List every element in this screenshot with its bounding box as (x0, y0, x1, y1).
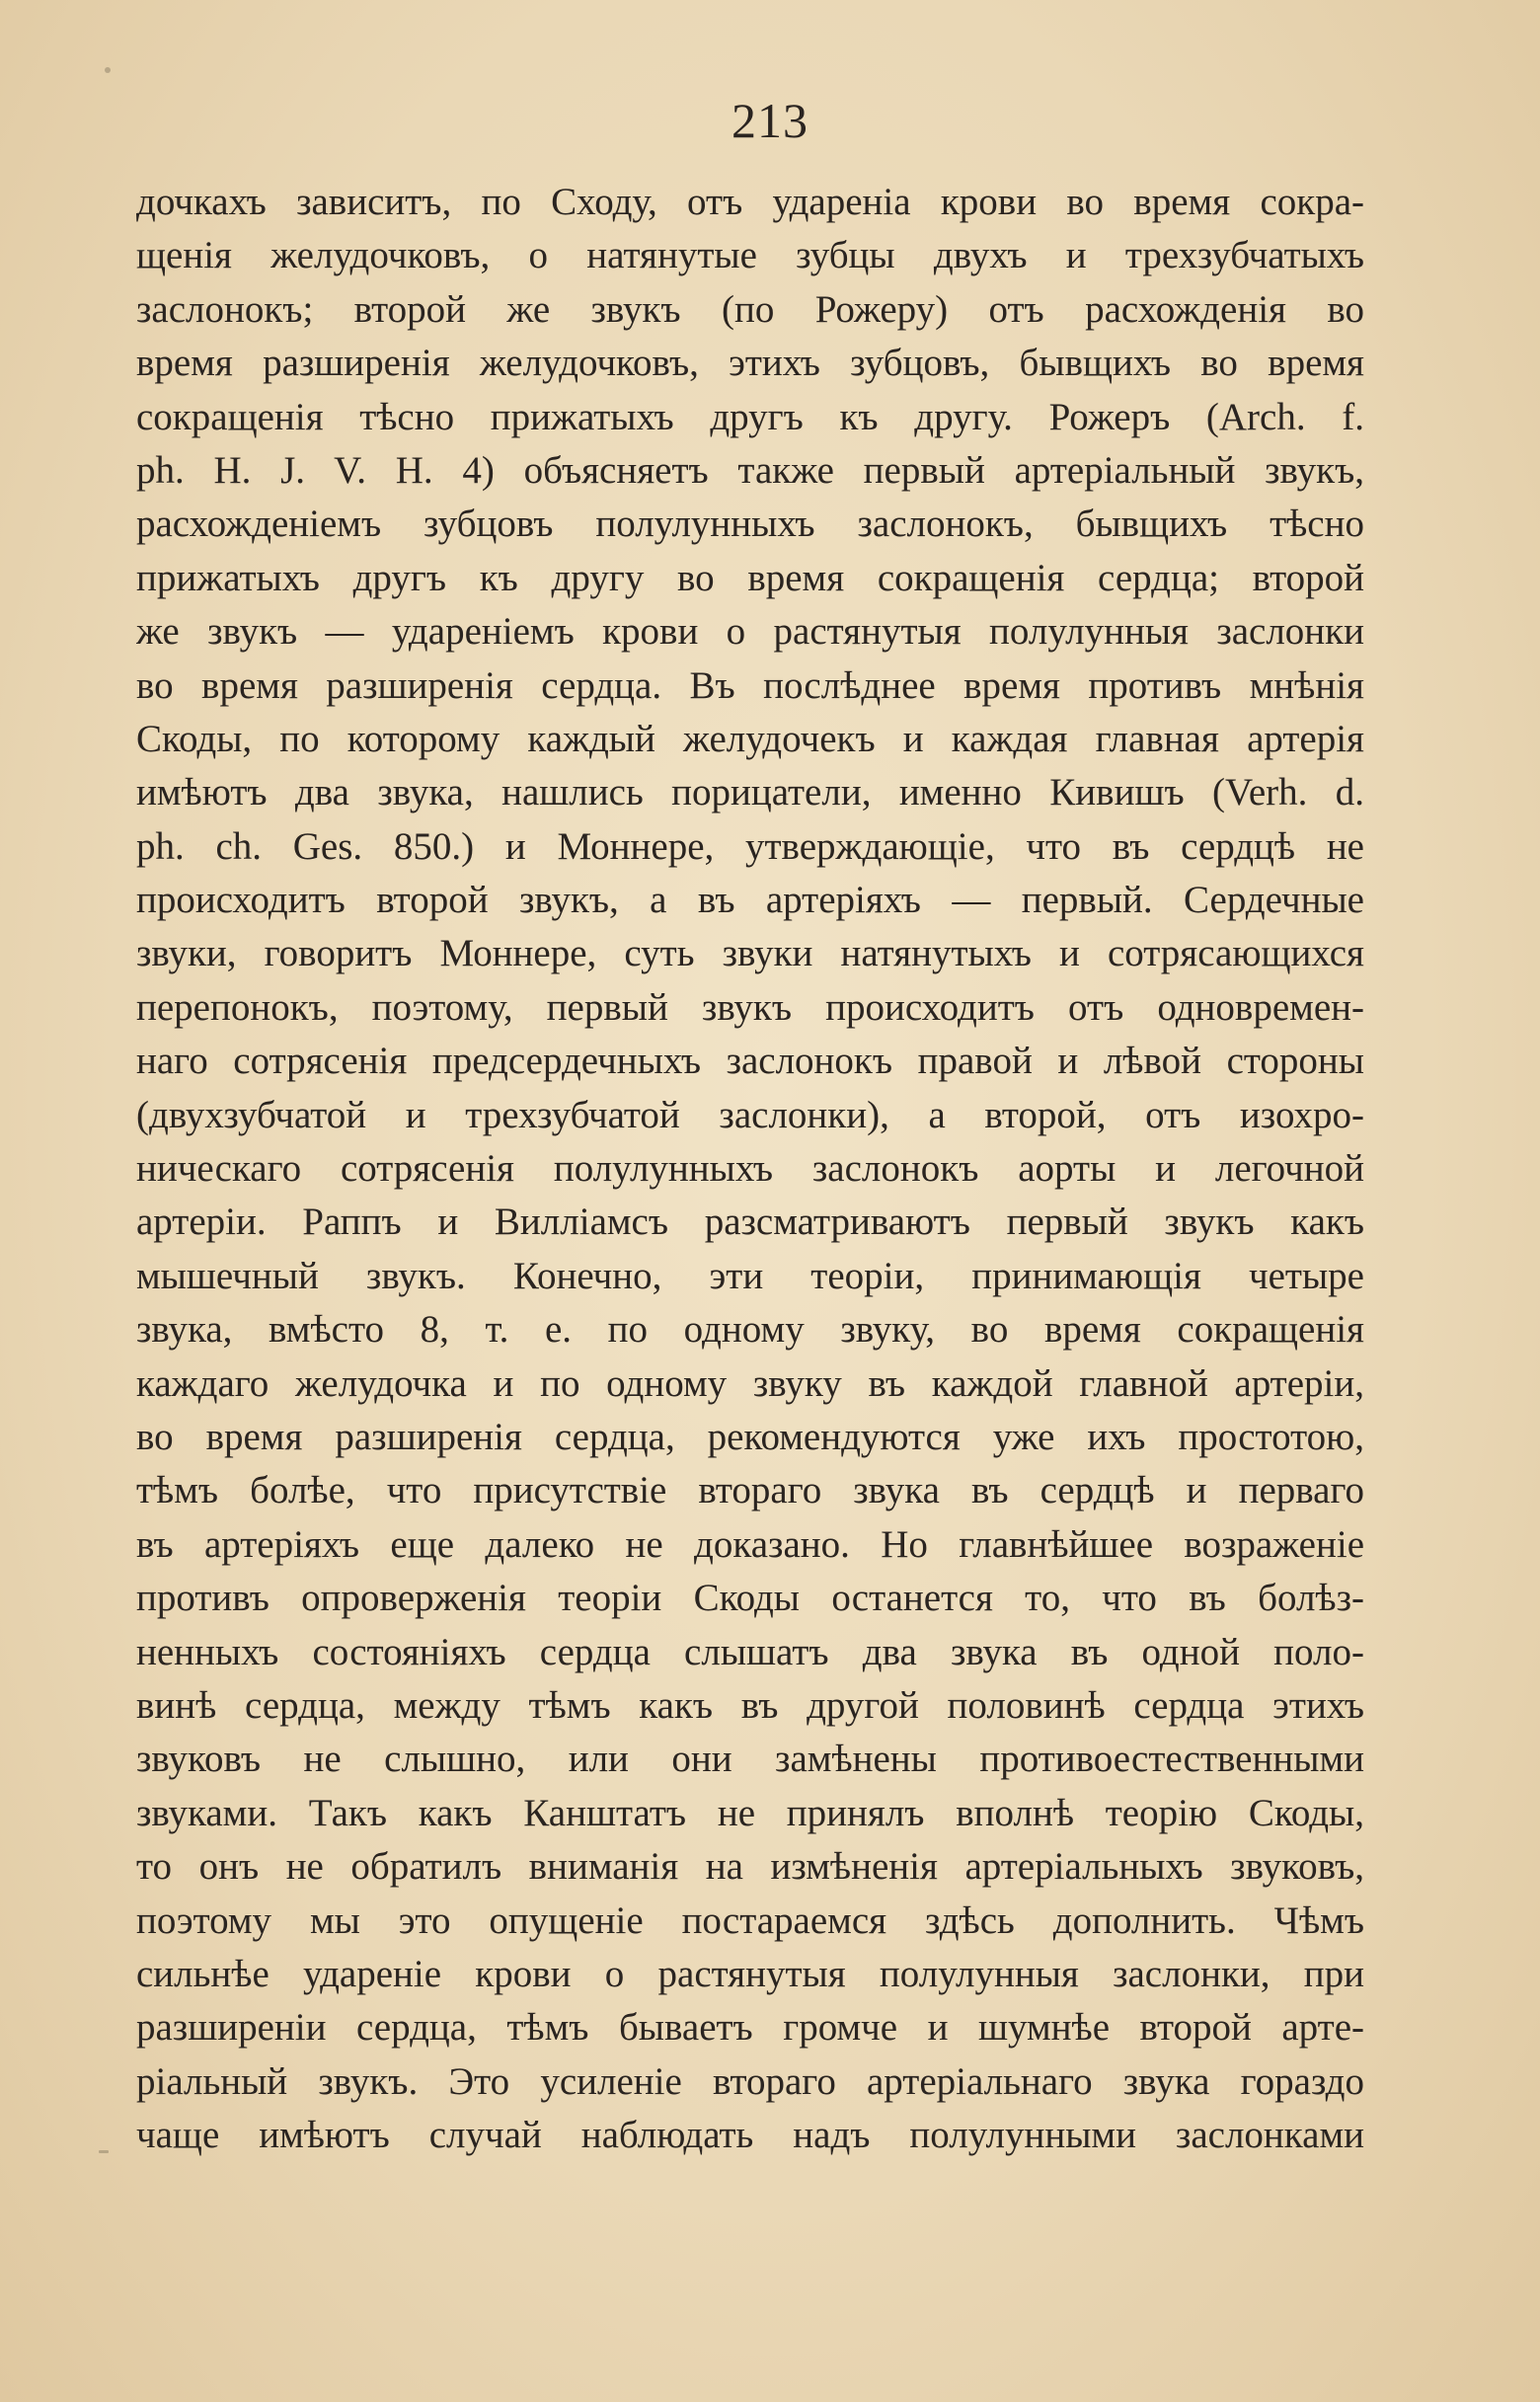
text-line: сокращенія тѣсно прижатыхъ другъ къ другу. Рожеръ (Arch. f. (136, 395, 1364, 438)
text-line: звуковъ не слышно, или они замѣнены противоестественными (136, 1738, 1364, 1781)
text-line: перепонокъ, поэтому, первый звукъ происходитъ отъ одновремен- (136, 985, 1364, 1029)
text-line: ненныхъ состояніяхъ сердца слышатъ два звука въ одной поло- (136, 1630, 1364, 1673)
text-line: во время разширенія сердца. Въ послѣднее время противъ мнѣнія (136, 663, 1364, 707)
text-line: разширеніи сердца, тѣмъ бываетъ громче и шумнѣе второй арте- (136, 2006, 1364, 2050)
text-line: время разширенія желудочковъ, этихъ зубцовъ, бывщихъ во время (136, 342, 1364, 385)
text-line: винѣ сердца, между тѣмъ какъ въ другой половинѣ сердца этихъ (136, 1683, 1364, 1727)
text-line: имѣютъ два звука, нашлись порицатели, именно Кивишъ (Verh. d. (136, 771, 1364, 814)
paper-speck (105, 67, 111, 73)
text-line: заслонокъ; второй же звукъ (по Рожеру) отъ расхожденія во (136, 287, 1364, 331)
text-line: мышечный звукъ. Конечно, эти теоріи, принимающія четыре (136, 1254, 1364, 1297)
text-line: чаще имѣютъ случай наблюдать надъ полулунными заслонками (136, 2114, 1364, 2157)
body-text (136, 176, 1364, 2162)
text-line: сильнѣе удареніе крови о растянутыя полулунныя заслонки, при (136, 1952, 1364, 1995)
page-number: 213 (732, 93, 808, 148)
text-line: артеріи. Раппъ и Вилліамсъ разсматриваютъ первый звукъ какъ (136, 1201, 1364, 1244)
text-line: дочкахъ зависитъ, по Сходу, отъ удареніа крови во время сокра- (136, 181, 1364, 223)
text-line: каждаго желудочка и по одному звуку въ каждой главной артеріи, (136, 1361, 1364, 1405)
text-line: звуками. Такъ какъ Канштатъ не принялъ вполнѣ теорію Скоды, (136, 1791, 1364, 1834)
text-line: щенія желудочковъ, о натянутые зубцы двухъ и трехзубчатыхъ (136, 234, 1364, 277)
text-line: звука, вмѣсто 8, т. е. по одному звуку, во время сокращенія (136, 1308, 1364, 1352)
text-line: ph. H. J. V. H. 4) объясняетъ также первый артеріальный звукъ, (136, 448, 1364, 492)
text-line: происходитъ второй звукъ, а въ артеріяхъ — первый. Сердечные (136, 879, 1364, 922)
text-line: то онъ не обратилъ вниманія на измѣненія артеріальныхъ звуковъ, (136, 1845, 1364, 1889)
text-line: Скоды, по которому каждый желудочекъ и каждая главная артерія (136, 717, 1364, 760)
text-line: же звукъ — удареніемъ крови о растянутыя полулунныя заслонки (136, 610, 1364, 654)
text-line: (двухзубчатой и трехзубчатой заслонки), а второй, отъ изохро- (136, 1093, 1364, 1136)
text-line: ническаго сотрясенія полулунныхъ заслонокъ аорты и легочной (136, 1147, 1364, 1191)
text-line: ріальный звукъ. Это усиленіе втораго артеріальнаго звука гораздо (136, 2059, 1364, 2103)
text-line: противъ опроверженія теоріи Скоды останется то, что въ болѣз- (136, 1577, 1364, 1620)
text-line: наго сотрясенія предсердечныхъ заслонокъ правой и лѣвой стороны (136, 1040, 1364, 1083)
text-line: въ артеріяхъ еще далеко не доказано. Но главнѣйшее возраженіе (136, 1522, 1364, 1566)
text-line: во время разширенія сердца, рекомендуются уже ихъ простотою, (136, 1415, 1364, 1458)
paper-speck (99, 2150, 109, 2153)
text-line: расхожденіемъ зубцовъ полулунныхъ заслонокъ, бывщихъ тѣсно (136, 503, 1364, 546)
text-line: поэтому мы это опущеніе постараемся здѣсь дополнить. Чѣмъ (136, 1898, 1364, 1942)
text-line: тѣмъ болѣе, что присутствіе втораго звука въ сердцѣ и перваго (136, 1469, 1364, 1512)
text-line: ph. ch. Ges. 850.) и Моннере, утверждающіе, что въ сердцѣ не (136, 824, 1364, 868)
text-line: звуки, говоритъ Моннере, суть звуки натянутыхъ и сотрясающихся (136, 932, 1364, 975)
text-line: прижатыхъ другъ къ другу во время сокращенія сердца; второй (136, 556, 1364, 599)
